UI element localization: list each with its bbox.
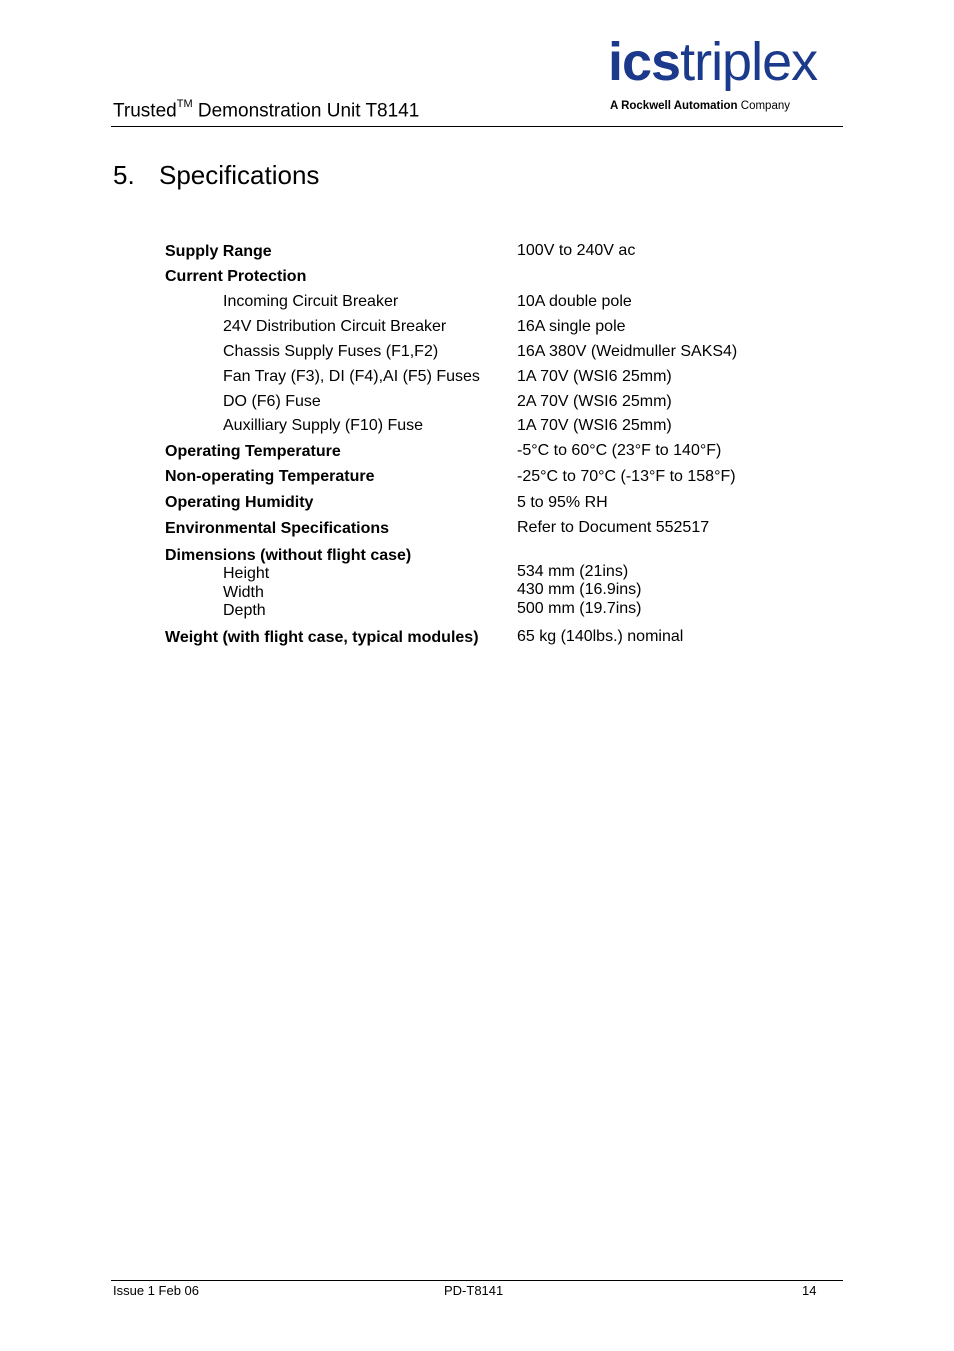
logo-tagline [610,100,790,112]
logo-brand-bold: ics [608,32,681,92]
logo-tagline-suffix: Company [740,100,790,112]
section-heading [113,160,319,191]
footer-issue: Issue 1 Feb 06 [113,1283,199,1298]
spec-value-fan-tray-fuses: 1A 70V (WSI6 25mm) [517,368,672,385]
spec-value-aux-fuse: 1A 70V (WSI6 25mm) [517,417,672,434]
spec-label-height: Height [223,565,270,582]
spec-value-do-fuse: 2A 70V (WSI6 25mm) [517,393,672,410]
spec-value-distribution-cb: 16A single pole [517,318,626,335]
spec-value-chassis-fuses: 16A 380V (Weidmuller SAKS4) [517,343,738,360]
spec-value-weight: 65 kg (140lbs.) nominal [517,628,684,645]
spec-label-nonoperating-temperature: Non-operating Temperature [165,468,375,485]
spec-label-operating-humidity: Operating Humidity [165,494,314,511]
spec-label-width: Width [223,584,264,601]
spec-value-operating-temperature: -5°C to 60°C (23°F to 140°F) [517,442,722,459]
footer-page-number: 14 [802,1283,817,1298]
trademark-superscript: TM [176,98,193,110]
footer-document-id: PD-T8141 [444,1283,504,1298]
spec-label-incoming-cb: Incoming Circuit Breaker [223,293,399,310]
spec-label-operating-temperature: Operating Temperature [165,443,341,460]
spec-label-aux-fuse: Auxilliary Supply (F10) Fuse [223,417,424,434]
spec-label-supply-range: Supply Range [165,243,272,260]
spec-label-dimensions: Dimensions (without flight case) [165,547,412,564]
document-title [113,100,419,122]
spec-value-width: 430 mm (16.9ins) [517,581,642,598]
logo-brand-light: triplex [680,32,818,92]
spec-label-distribution-cb: 24V Distribution Circuit Breaker [223,318,447,335]
spec-value-nonoperating-temperature: -25°C to 70°C (-13°F to 158°F) [517,468,736,485]
spec-value-environmental-specifications: Refer to Document 552517 [517,519,710,536]
title-prefix: Trusted [113,100,177,122]
spec-value-incoming-cb: 10A double pole [517,293,632,310]
company-logo [608,32,844,118]
logo-tagline-main: A Rockwell Automation [610,100,738,112]
spec-value-operating-humidity: 5 to 95% RH [517,494,608,511]
spec-label-environmental-specifications: Environmental Specifications [165,520,390,537]
spec-label-do-fuse: DO (F6) Fuse [223,393,321,410]
spec-value-supply-range: 100V to 240V ac [517,242,636,259]
title-suffix: Demonstration Unit T8141 [192,100,420,122]
spec-label-chassis-fuses: Chassis Supply Fuses (F1,F2) [223,343,439,360]
header-divider [111,126,843,127]
spec-label-weight: Weight (with flight case, typical modules) [165,629,479,646]
logo-wordmark [608,30,817,94]
footer-divider [111,1280,843,1281]
spec-value-depth: 500 mm (19.7ins) [517,600,642,617]
spec-value-height: 534 mm (21ins) [517,563,629,580]
spec-label-depth: Depth [223,602,266,619]
section-title: Specifications [159,160,320,190]
spec-label-current-protection: Current Protection [165,268,307,285]
section-number: 5. [113,160,135,190]
spec-label-fan-tray-fuses: Fan Tray (F3), DI (F4),AI (F5) Fuses [223,368,480,385]
